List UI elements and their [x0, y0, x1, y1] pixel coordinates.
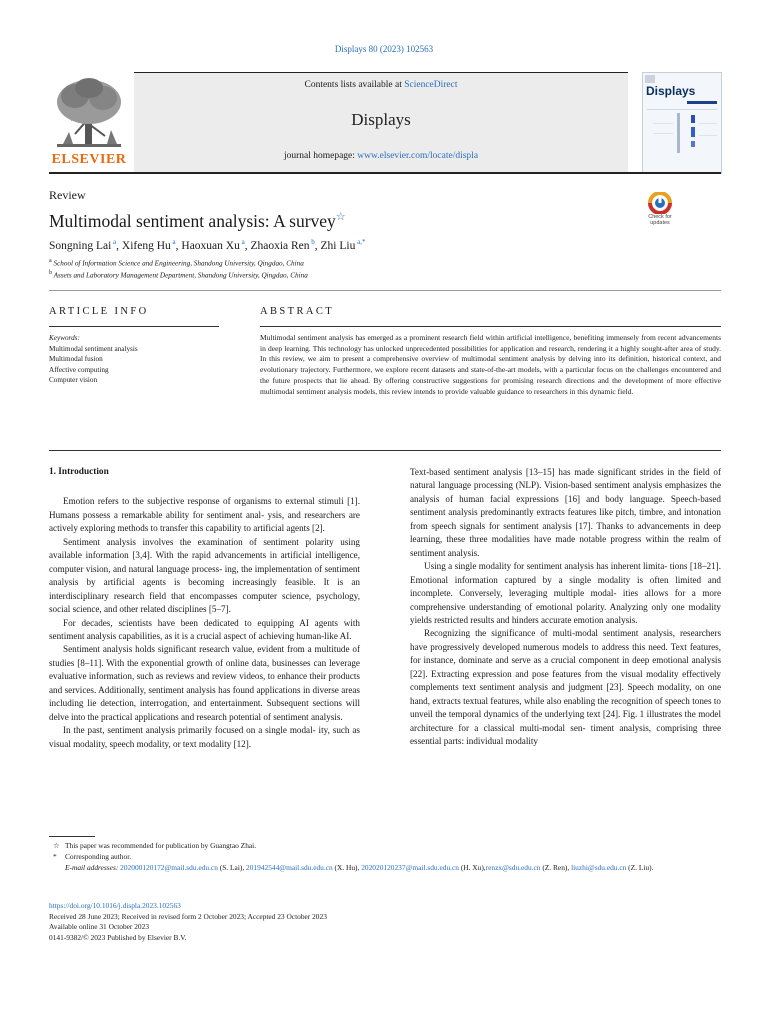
footnote-star-text: This paper was recommended for publication by Guangtao Zhai.	[65, 841, 257, 850]
abstract-bottom-divider	[49, 450, 721, 451]
available-online: Available online 31 October 2023	[49, 922, 150, 931]
homepage-prefix: journal homepage:	[283, 151, 358, 161]
article-title-text: Multimodal sentiment analysis: A survey	[49, 210, 336, 231]
author-affiliation-mark[interactable]: a	[111, 238, 117, 246]
abstract-text: Multimodal sentiment analysis has emerged as a prominent research field within artificial intelligence, benefiting immensely from recent advancements in deep learning. This technology has unlocked unprecedented possibilities for application and research, rendering it a highly sought-after area of study. In this review, we aim to present a comprehensive overview of multimodal sentiment analysis by delving into its definition, historical context, and evolutionary trajectory. Furthermore, we explore recent datasets and state-of-the-art models, with a particular focus on the challenges encountered and the future prospects that lie ahead. By offering constructive suggestions for promising research directions and the development of more effective multimodal sentiment analysis models, this review intends to provide valuable guidance to researchers in this dynamic field.	[260, 333, 721, 396]
received-dates: Received 28 June 2023; Received in revised form 2 October 2023; Accepted 23 October 2023	[49, 911, 327, 921]
journal-homepage-line	[134, 151, 628, 161]
keywords-block	[49, 333, 219, 386]
journal-citation-link[interactable]: Displays 80 (2023) 102563	[334, 44, 434, 54]
affiliation-b	[49, 270, 308, 279]
sciencedirect-link[interactable]: ScienceDirect	[404, 80, 458, 90]
body-column-left	[49, 466, 360, 751]
footnote-corresponding	[49, 851, 721, 862]
footnote-corr-text: Corresponding author.	[65, 852, 132, 861]
copyright-line: 0141-9382/© 2023 Published by Elsevier B.V.	[49, 932, 187, 942]
author-name[interactable]: Xifeng Hu	[121, 239, 171, 252]
abstract-heading: ABSTRACT	[260, 306, 335, 317]
affiliation-a	[49, 258, 304, 267]
footnote-corr-symbol: *	[53, 852, 57, 861]
doi-link[interactable]: https://doi.org/10.1016/j.displa.2023.102563	[49, 901, 181, 910]
email-link[interactable]: 202000120172@mail.sdu.edu.cn	[120, 863, 218, 872]
keyword-item: Multimodal fusion	[49, 355, 103, 364]
keyword-item: Affective computing	[49, 365, 109, 374]
check-for-updates-label	[640, 214, 680, 226]
body-paragraph: For decades, scientists have been dedicated to equipping AI agents with sentiment analysis capabilities, as it is a crucial aspect of achieving human-like AI.	[49, 617, 360, 641]
email-owner: (H. Xu),	[458, 863, 486, 872]
article-info-divider	[49, 326, 219, 327]
affiliation-a-text: School of Information Science and Engineering, Shandong University, Qingdao, China	[53, 259, 304, 268]
affiliation-b-text: Assets and Laboratory Management Department, Shandong University, Qingdao, China	[53, 271, 308, 280]
body-paragraph: Emotion refers to the subjective response of organisms to external stimuli [1]. Humans possess a remarkable ability for sentiment anal- ysis, and researchers are actively exploring methods to transfer this capability to artificial agents [2].	[49, 496, 360, 534]
affiliation-a-mark: a	[49, 258, 52, 264]
email-owner: (X. Hu),	[332, 863, 362, 872]
email-label: E-mail addresses:	[65, 863, 121, 872]
footnote-star-symbol: ☆	[53, 841, 60, 850]
body-paragraph: In the past, sentiment analysis primarily focused on a single modal- ity, such as visual modality, speech modality, or text modality [12].	[49, 725, 360, 749]
body-paragraph: Recognizing the significance of multi-modal sentiment analysis, researchers have progressively developed numerous models to address this need. Text features, for instance, dominate and serve as a crucial component in deep emotional analysis [22]. Extracting expression and pose features from the visual modality effectively complements text sentiment analysis and judgment [23]. Speech modality, on one hand, extracts textual features, while also enabling the recognition of speech tones to unveil the temporal dynamics of the underlying text [24]. Fig. 1 illustrates the model architecture for a classical multi-modal sen- timent analysis, comprising three essential parts: individual modality	[410, 628, 721, 747]
article-info-heading: ARTICLE INFO	[49, 306, 149, 317]
article-type: Review	[49, 188, 86, 202]
body-paragraph: Sentiment analysis holds significant research value, evident from a multitude of studies [8–11]. With the exponential growth of online data, businesses can leverage evaluative information, such as reviews and review videos, to enhance their products and services. Additionally, sentiment analysis has found applications in diverse areas including lie detection, interrogation, and entertainment. Subsequent sections will delve into the practical applications and research potential of sentiment analysis.	[49, 644, 360, 722]
body-paragraph: Using a single modality for sentiment analysis has inherent limita- tions [18–21]. Emotional information captured by a single modality is often limited and incomplete. Conversely, leveraging multiple modal- ities allows for a more comprehensive understanding of emotional polarity. Analyzing only one modality yields restricted results and hinders accurate emotion analysis.	[410, 561, 721, 625]
journal-homepage-link[interactable]: www.elsevier.com/locate/displa	[357, 151, 479, 161]
email-link[interactable]: 201942544@mail.sdu.edu.cn	[246, 863, 333, 872]
abstract-divider	[260, 326, 721, 327]
footnotes	[49, 840, 721, 873]
keyword-item: Multimodal sentiment analysis	[49, 344, 138, 353]
email-link[interactable]: 202020120237@mail.sdu.edu.cn	[361, 863, 459, 872]
author-affiliation-mark[interactable]: b	[309, 238, 315, 246]
author-affiliation-mark[interactable]: a	[239, 238, 245, 246]
affiliation-b-mark: b	[49, 270, 52, 276]
title-footnote-marker[interactable]: ☆	[335, 211, 346, 223]
footnote-divider	[49, 836, 95, 837]
email-owner: (Z. Ren),	[540, 863, 572, 872]
body-paragraph: Sentiment analysis involves the examination of sentiment polarity using available information [3,4]. With the rapid advancements in artificial intelligence, computer vision, and natural language process- ing, the implementation of sentiment analysis by artificial agents is becoming increasingly feasible. It is an interdisciplinary research field that encompasses computer science, psychology, social science, and other related disciplines [5–7].	[49, 536, 360, 615]
check-updates-line1: Check for	[648, 214, 672, 220]
elsevier-wordmark: ELSEVIER	[51, 152, 127, 167]
author-affiliation-mark[interactable]: a	[170, 238, 176, 246]
article-title	[49, 210, 346, 232]
author-affiliation-mark[interactable]: a,*	[355, 238, 366, 246]
header-divider	[49, 172, 721, 174]
body-paragraph: Text-based sentiment analysis [13–15] has made significant strides in the field of natural language processing (NLP). Vision-based sentiment analysis emphasizes the analysis of human facial expressions [16] and body language. Speech-based sentiment analysis predominantly extracts features like pitch, timbre, and intonation from speech signals for sentiment analysis [17]. Thanks to advancements in deep learning, these three modalities have made notable progress within the realm of sentiment analysis.	[410, 467, 721, 558]
author-name[interactable]: Zhi Liu	[320, 239, 356, 252]
check-updates-line2: updates	[650, 220, 670, 226]
email-link[interactable]: renzx@sdu.edu.cn	[485, 863, 541, 872]
section-heading-introduction: 1. Introduction	[49, 467, 109, 477]
email-addresses	[49, 862, 721, 873]
author-name[interactable]: Songning Lai	[49, 239, 112, 252]
keyword-item: Computer vision	[49, 376, 98, 385]
left-paragraphs	[49, 495, 360, 751]
author-name[interactable]: Zhaoxia Ren	[250, 239, 310, 252]
author-list: Songning Lai $^a$, Xifeng Hu $^a$, Haoxuan Xu $^a$, Zhaoxia Ren $^b$, Zhi Liu $^{a,*}$	[49, 238, 366, 252]
body-column-right	[410, 466, 721, 749]
article-metadata	[49, 901, 721, 943]
cover-journal-title: Displays	[646, 84, 696, 98]
journal-name: Displays	[351, 110, 411, 129]
email-owner: (S. Lai),	[217, 863, 247, 872]
right-paragraphs	[410, 466, 721, 749]
keywords-label: Keywords:	[49, 334, 80, 342]
contents-prefix: Contents lists available at	[304, 80, 405, 90]
footnote-recommendation	[49, 840, 721, 851]
email-link[interactable]: liuzhi@sdu.edu.cn	[571, 863, 627, 872]
author-name[interactable]: Haoxuan Xu	[181, 239, 240, 252]
email-owner: (Z. Liu).	[626, 863, 654, 872]
title-divider	[49, 290, 721, 291]
contents-available-line	[134, 80, 628, 90]
